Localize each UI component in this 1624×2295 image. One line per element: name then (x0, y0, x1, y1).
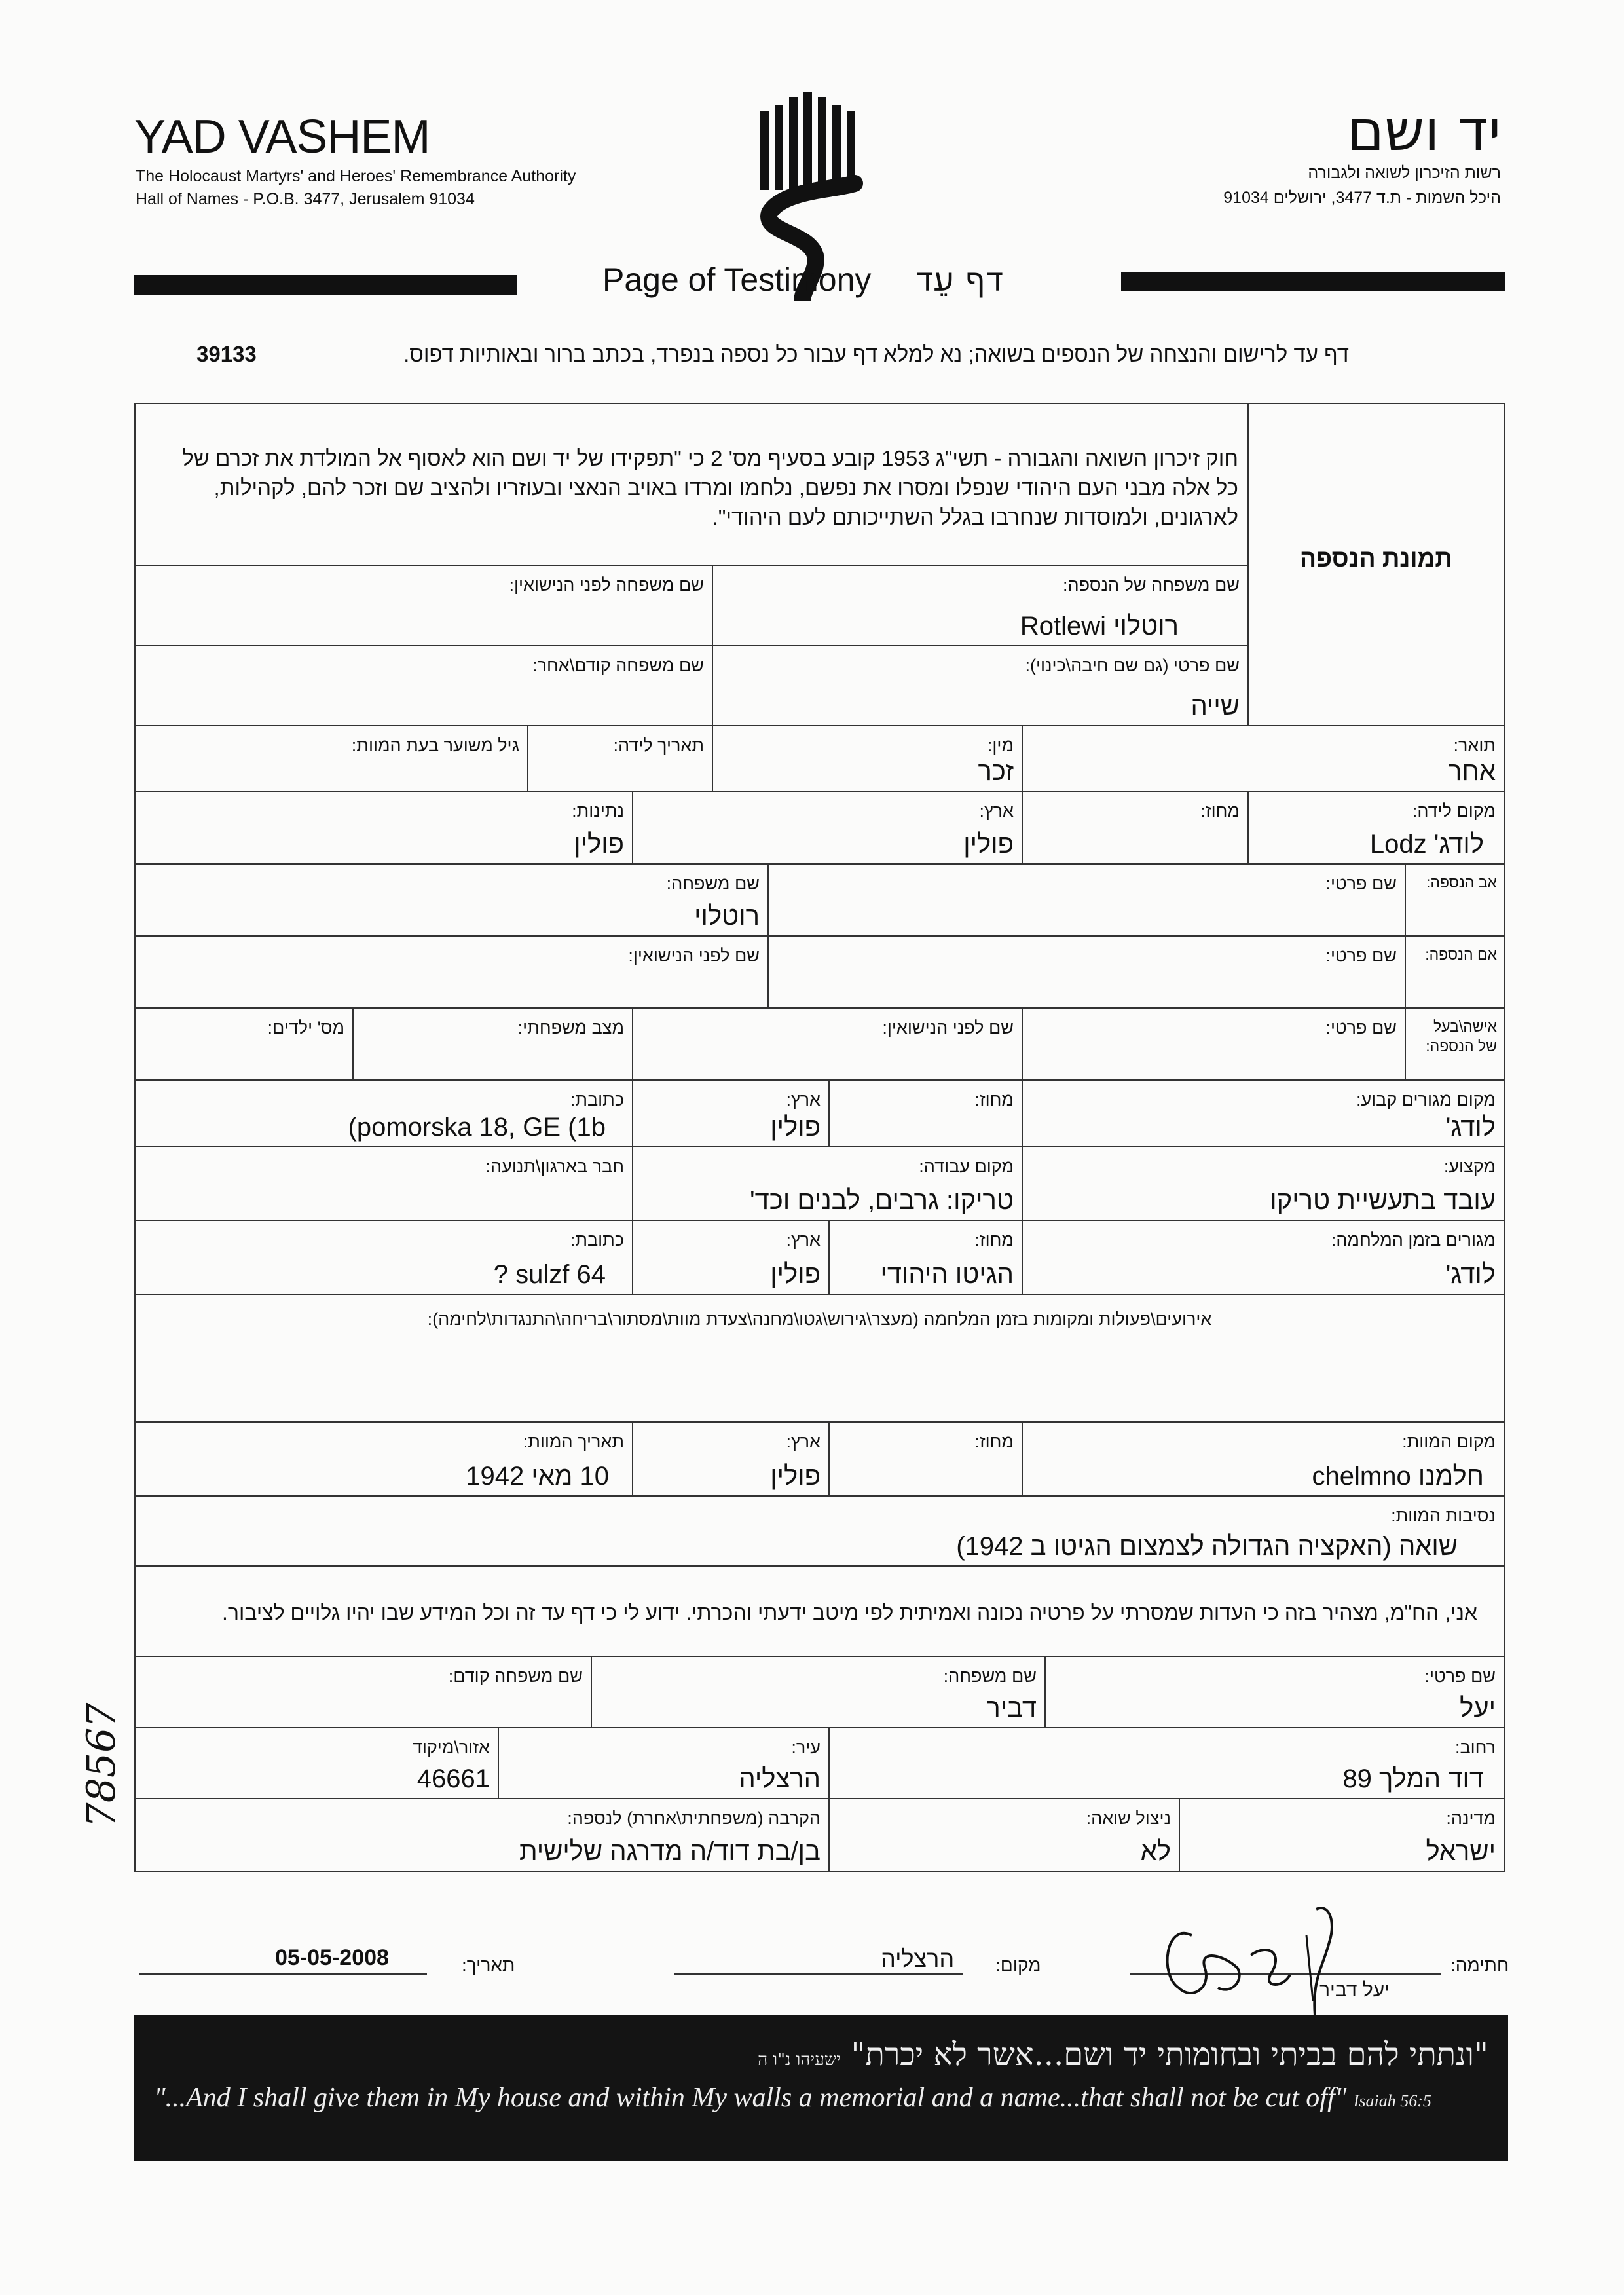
submitter-first-name-field[interactable] (1044, 1656, 1505, 1728)
org-subtitle-he: רשות הזיכרון לשואה ולגבורה (1308, 164, 1501, 182)
law-text-box (134, 403, 1249, 566)
victim-surname-label: שם משפחה של הנספה: (1062, 575, 1240, 595)
residence-place-label: מקום מגורים קבוע: (1356, 1090, 1496, 1110)
father-first-name-label: שם פרטי: (1325, 874, 1397, 893)
residence-address-label: כתובת: (570, 1090, 624, 1110)
mother-maiden-label: שם לפני הנישואין: (628, 946, 760, 965)
law-text: חוק זיכרון השואה והגבורה - תשי"ג 1953 קובע בסעיף מס' 2 כי "תפקידו של יד ושם הוא לאסוף אל המולדת את זכרם של כל אלה מבני העם היהודי שנפלו ומסרו את נפשם, נלחמו ומרדו באויב הנאצי ובעוזריו ולהציב שם וזכר להם, לקהילות, לארגונים, ולמוסדות שנחרבו בגלל השתייכותם לעם היהודי". (182, 446, 1238, 529)
quote-he-text: "ונתתי להם בביתי ובחומותי יד ושם...אשר לא יכרת" (851, 2036, 1488, 2073)
birth-district-label: מחוז: (1200, 801, 1240, 821)
wartime-events-label: אירועים\פעולות ומקומות בזמן המלחמה (מעצר\גירוש\גטו\מחנה\צעדת מוות\מסתור\בריחה\התנגדות\לחימה): (427, 1309, 1212, 1329)
page-title-he: דף עֵד (915, 261, 1004, 299)
profession-field[interactable] (1022, 1146, 1505, 1221)
victim-title-field[interactable] (1022, 725, 1505, 792)
wartime-address-value: ? sulzf 64 (493, 1260, 606, 1289)
survivor-label: ניצול שואה: (1086, 1808, 1171, 1828)
children-count-label: מס' ילדים: (267, 1018, 344, 1037)
death-circumstances-value: שואה (האקציה הגדולה לצמצום הגיטו ב 1942) (956, 1532, 1458, 1561)
nationality-value: פולין (574, 830, 624, 859)
spouse-row-label-line1: אישה\בעל (1433, 1018, 1497, 1035)
marital-status-field[interactable] (352, 1007, 633, 1081)
residence-country-value: פולין (770, 1113, 821, 1142)
date-label: תאריך: (462, 1955, 515, 1975)
wartime-events-field[interactable] (134, 1294, 1505, 1423)
submitter-country-value: ישראל (1426, 1837, 1496, 1866)
spouse-row-label (1426, 1017, 1497, 1056)
death-district-field[interactable] (828, 1421, 1023, 1497)
wartime-address-label: כתובת: (570, 1230, 624, 1250)
org-address-he: היכל השמות - ת.ד 3477, ירושלים 91034 (1223, 189, 1501, 207)
father-surname-label: שם משפחה: (666, 874, 760, 893)
wartime-country-field[interactable] (632, 1220, 830, 1295)
submitter-surname-label: שם משפחה: (943, 1666, 1037, 1686)
relationship-label: הקרבה (משפחתית\אחרת) לנספה: (567, 1808, 821, 1828)
birth-place-value: לודג' Lodz (1369, 830, 1484, 859)
submitter-prev-surname-label: שם משפחה קודם: (448, 1666, 583, 1686)
submitter-surname-value: דביר (986, 1694, 1037, 1723)
residence-country-field[interactable] (632, 1079, 830, 1148)
footer-quote-he (758, 2036, 1488, 2073)
mother-first-name-field[interactable] (767, 935, 1406, 1009)
page-title-en: Page of Testimony (602, 261, 872, 298)
birth-place-field[interactable] (1247, 791, 1505, 865)
declaration-box (134, 1565, 1505, 1657)
victim-gender-value: זכר (978, 757, 1014, 786)
profession-value: עובד בתעשיית טריקו (1270, 1186, 1496, 1215)
victim-prev-surname-label: שם משפחה קודם\אחר: (532, 656, 704, 675)
residence-place-value: לודג' (1445, 1113, 1496, 1142)
victim-age-at-death-field[interactable] (134, 725, 528, 792)
org-name-he: יד ושם (1347, 98, 1501, 164)
birth-district-field[interactable] (1022, 791, 1249, 865)
death-country-label: ארץ: (786, 1432, 821, 1451)
residence-district-field[interactable] (828, 1079, 1023, 1148)
signature-label: חתימה: (1450, 1955, 1509, 1975)
place-label: מקום: (995, 1955, 1041, 1975)
victim-surname-value: רוטלוי Rotlewi (1020, 612, 1179, 641)
wartime-address-field[interactable] (134, 1220, 633, 1295)
father-surname-value: רוטלוי (694, 902, 760, 931)
handwritten-file-number: 78567 (79, 1702, 124, 1828)
photo-label: תמונת הנספה (1300, 545, 1452, 572)
residence-address-value: (pomorska 18, GE (1b (348, 1113, 606, 1142)
submitter-city-field[interactable] (498, 1727, 830, 1799)
quote-he-source: ישעיהו נ"ו ה (758, 2050, 841, 2070)
residence-district-label: מחוז: (974, 1090, 1014, 1110)
birth-country-field[interactable] (632, 791, 1023, 865)
date-value: 05-05-2008 (275, 1945, 389, 1970)
instructions-text: דף עד לרישום והנצחה של הנספים בשואה; נא למלא דף עבור כל נספה בנפרד, בכתב ברור ובאותיות דפוס. (403, 342, 1349, 366)
footer-quote-en (154, 2082, 1488, 2114)
death-date-field[interactable] (134, 1421, 633, 1497)
date-line[interactable] (139, 1973, 427, 1975)
victim-birth-date-field[interactable] (527, 725, 713, 792)
birth-country-value: פולין (963, 830, 1014, 859)
victim-prev-surname-field[interactable] (134, 645, 713, 726)
wartime-country-value: פולין (770, 1260, 821, 1289)
quote-en-text: "...And I shall give them in My house and within My walls a memorial and a name...that shall not be cut off" (154, 2083, 1347, 2113)
relationship-field[interactable] (134, 1798, 830, 1872)
header-divider-left (134, 275, 517, 295)
survivor-value: לא (1140, 1837, 1171, 1866)
death-circumstances-label: נסיבות המוות: (1391, 1506, 1496, 1525)
father-row-label-cell (1405, 863, 1505, 937)
victim-age-label: גיל משוער בעת המוות: (351, 736, 519, 755)
submitter-zip-value: 46661 (416, 1764, 490, 1793)
organization-field[interactable] (134, 1146, 633, 1221)
survivor-field[interactable] (828, 1798, 1180, 1872)
submitter-city-label: עיר: (791, 1738, 821, 1757)
victim-first-name-field[interactable] (712, 645, 1249, 726)
victim-birth-date-label: תאריך לידה: (613, 736, 704, 755)
spouse-maiden-label: שם לפני הנישואין: (882, 1018, 1014, 1037)
birth-place-label: מקום לידה: (1412, 801, 1496, 821)
org-subtitle-en: The Holocaust Martyrs' and Heroes' Remembrance Authority (136, 167, 576, 185)
death-place-label: מקום המוות: (1402, 1432, 1496, 1451)
victim-gender-field[interactable] (712, 725, 1023, 792)
nationality-label: נתינות: (572, 801, 624, 821)
submitter-city-value: הרצליה (739, 1764, 821, 1793)
submitter-surname-field[interactable] (591, 1656, 1046, 1728)
relationship-value: בן/בת דוד/ה מדרגה שלישית (519, 1837, 821, 1866)
father-surname-field[interactable] (134, 863, 769, 937)
handwritten-signature-icon (1153, 1896, 1388, 2027)
org-address-en: Hall of Names - P.O.B. 3477, Jerusalem 91034 (136, 190, 475, 208)
submitter-first-name-label: שם פרטי: (1424, 1666, 1496, 1686)
place-value: הרצליה (881, 1945, 955, 1972)
spouse-first-name-field[interactable] (1022, 1007, 1406, 1081)
signed-name: יעל דביר (1320, 1979, 1390, 2001)
victim-title-value: אחר (1448, 757, 1496, 786)
header-divider-right (1121, 272, 1505, 291)
footer-quote-banner (134, 2015, 1508, 2161)
victim-maiden-name-field[interactable] (134, 565, 713, 646)
spouse-row-label-line2: של הנספה: (1426, 1037, 1497, 1054)
death-district-label: מחוז: (974, 1432, 1014, 1451)
spouse-row-label-cell (1405, 1007, 1505, 1081)
submitter-zip-field[interactable] (134, 1727, 499, 1799)
death-date-value: 10 מאי 1942 (466, 1462, 609, 1491)
victim-first-name-value: שייה (1190, 692, 1240, 720)
submitter-zip-label: אזור\מיקוד (412, 1738, 490, 1757)
father-first-name-field[interactable] (767, 863, 1406, 937)
death-country-field[interactable] (632, 1421, 830, 1497)
wartime-district-label: מחוז: (974, 1230, 1014, 1250)
workplace-value: טריקו: גרבים, לבנים וכד' (750, 1186, 1014, 1215)
spouse-maiden-name-field[interactable] (632, 1007, 1023, 1081)
submitter-street-label: רחוב: (1454, 1738, 1496, 1757)
mother-first-name-label: שם פרטי: (1325, 946, 1397, 965)
father-row-label: אב הנספה: (1426, 874, 1497, 891)
death-country-value: פולין (770, 1462, 821, 1491)
death-place-value: חלמנו chelmno (1312, 1462, 1484, 1491)
children-count-field[interactable] (134, 1007, 354, 1081)
org-name-en: YAD VASHEM (134, 111, 430, 163)
victim-photo-box[interactable] (1247, 403, 1505, 726)
birth-country-label: ארץ: (979, 801, 1014, 821)
residence-address-field[interactable] (134, 1079, 633, 1148)
wartime-district-field[interactable] (828, 1220, 1023, 1295)
residence-country-label: ארץ: (786, 1090, 821, 1110)
victim-gender-label: מין: (987, 736, 1014, 755)
workplace-field[interactable] (632, 1146, 1023, 1221)
victim-first-name-label: שם פרטי (גם שם חיבה\כינוי): (1025, 656, 1240, 675)
place-line[interactable] (674, 1973, 963, 1975)
victim-title-label: תואר: (1453, 736, 1496, 755)
mother-row-label: אם הנספה: (1425, 946, 1497, 963)
residence-place-field[interactable] (1022, 1079, 1505, 1148)
profession-label: מקצוע: (1443, 1157, 1496, 1176)
instructions (196, 342, 1349, 367)
death-place-field[interactable] (1022, 1421, 1505, 1497)
victim-surname-field[interactable] (712, 565, 1249, 646)
submitter-country-label: מדינה: (1446, 1808, 1496, 1828)
submitter-prev-surname-field[interactable] (134, 1656, 592, 1728)
mother-maiden-name-field[interactable] (134, 935, 769, 1009)
submitter-street-value: דוד המלך 89 (1342, 1764, 1484, 1793)
marital-status-label: מצב משפחתי: (517, 1018, 624, 1037)
form-number: 39133 (196, 342, 257, 366)
submitter-first-name-value: יעל (1460, 1694, 1496, 1723)
submitter-street-field[interactable] (828, 1727, 1505, 1799)
mother-row-label-cell (1405, 935, 1505, 1009)
wartime-country-label: ארץ: (786, 1230, 821, 1250)
organization-label: חבר בארגון\תנועה: (485, 1157, 624, 1176)
spouse-first-name-label: שם פרטי: (1325, 1018, 1397, 1037)
victim-maiden-name-label: שם משפחה לפני הנישואין: (509, 575, 704, 595)
wartime-place-value: לודג' (1445, 1260, 1496, 1289)
workplace-label: מקום עבודה: (919, 1157, 1014, 1176)
wartime-district-value: הגיטו היהודי (880, 1260, 1014, 1289)
death-circumstances-field[interactable] (134, 1495, 1505, 1567)
nationality-field[interactable] (134, 791, 633, 865)
submitter-country-field[interactable] (1179, 1798, 1505, 1872)
death-date-label: תאריך המוות: (523, 1432, 624, 1451)
quote-en-source: Isaiah 56:5 (1353, 2091, 1431, 2110)
wartime-place-field[interactable] (1022, 1220, 1505, 1295)
wartime-place-label: מגורים בזמן המלחמה: (1331, 1230, 1496, 1250)
declaration-text: אני, הח"מ, מצהיר בזה כי העדות שמסרתי על פרטיה נכונה ואמיתית לפי מיטב ידעתי והכרתי. ידוע לי כי דף עד זה וכל המידע שבו יהיו גלויים לציבור. (222, 1601, 1477, 1624)
